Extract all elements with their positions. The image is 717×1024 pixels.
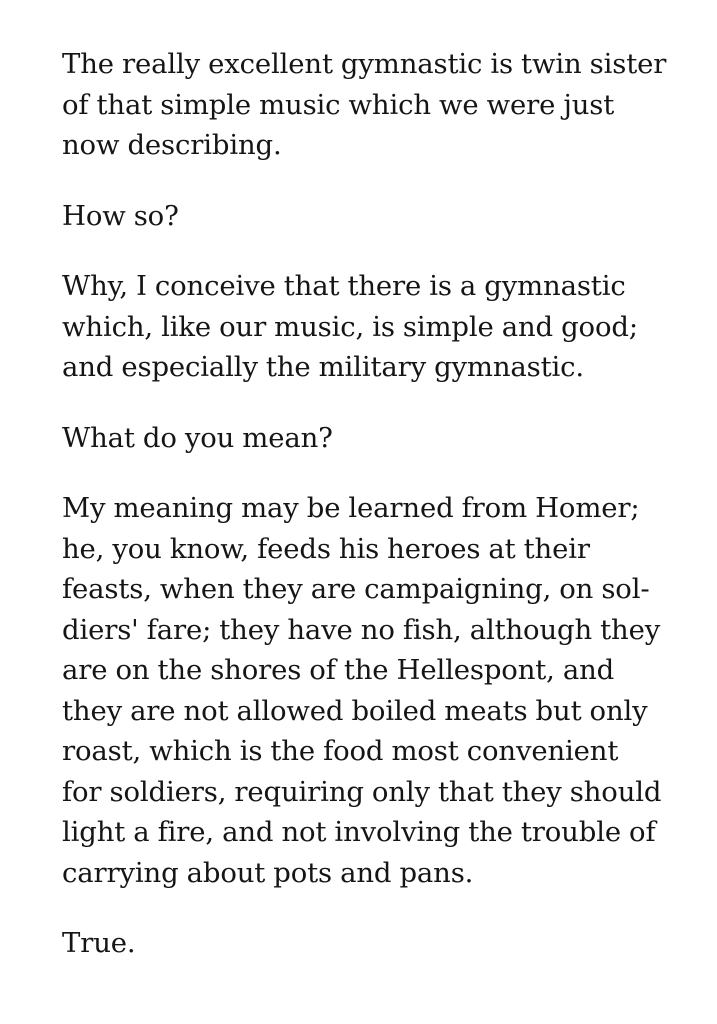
paragraph-5 bbox=[62, 488, 662, 893]
text-line: diers' fare; they have no fish, although they bbox=[62, 613, 661, 646]
paragraph-4 bbox=[62, 418, 662, 459]
document-page bbox=[62, 44, 667, 994]
text-line: Why, I conceive that there is a gymnastic bbox=[62, 270, 626, 302]
text-line: he, you know, feeds his heroes at their bbox=[62, 532, 590, 565]
paragraph-1 bbox=[62, 44, 667, 166]
text-line: feasts, when they are campaigning, on sol- bbox=[62, 573, 650, 605]
text-line: for soldiers, requiring only that they should bbox=[62, 775, 662, 808]
text-line: are on the shores of the Hellespont, and bbox=[62, 654, 615, 686]
paragraph-2 bbox=[62, 196, 662, 237]
text-line: roast, which is the food most convenient bbox=[62, 735, 619, 767]
text-line: My meaning may be learned from Homer; bbox=[62, 492, 640, 524]
text-line: now describing. bbox=[62, 129, 282, 161]
text-line: which, like our music, is simple and good; bbox=[62, 310, 638, 343]
text-line: of that simple music which we were just bbox=[62, 88, 615, 121]
text-line: they are not allowed boiled meats but only bbox=[62, 694, 648, 727]
text-line: True. bbox=[62, 927, 136, 959]
text-line: light a fire, and not involving the trouble of bbox=[62, 816, 656, 848]
text-line: The really excellent gymnastic is twin sister bbox=[62, 48, 667, 80]
text-line: How so? bbox=[62, 199, 179, 232]
text-line: What do you mean? bbox=[62, 421, 333, 454]
text-line: carrying about pots and pans. bbox=[62, 856, 474, 889]
paragraph-3 bbox=[62, 266, 662, 388]
paragraph-6 bbox=[62, 923, 662, 964]
text-line: and especially the military gymnastic. bbox=[62, 351, 585, 383]
